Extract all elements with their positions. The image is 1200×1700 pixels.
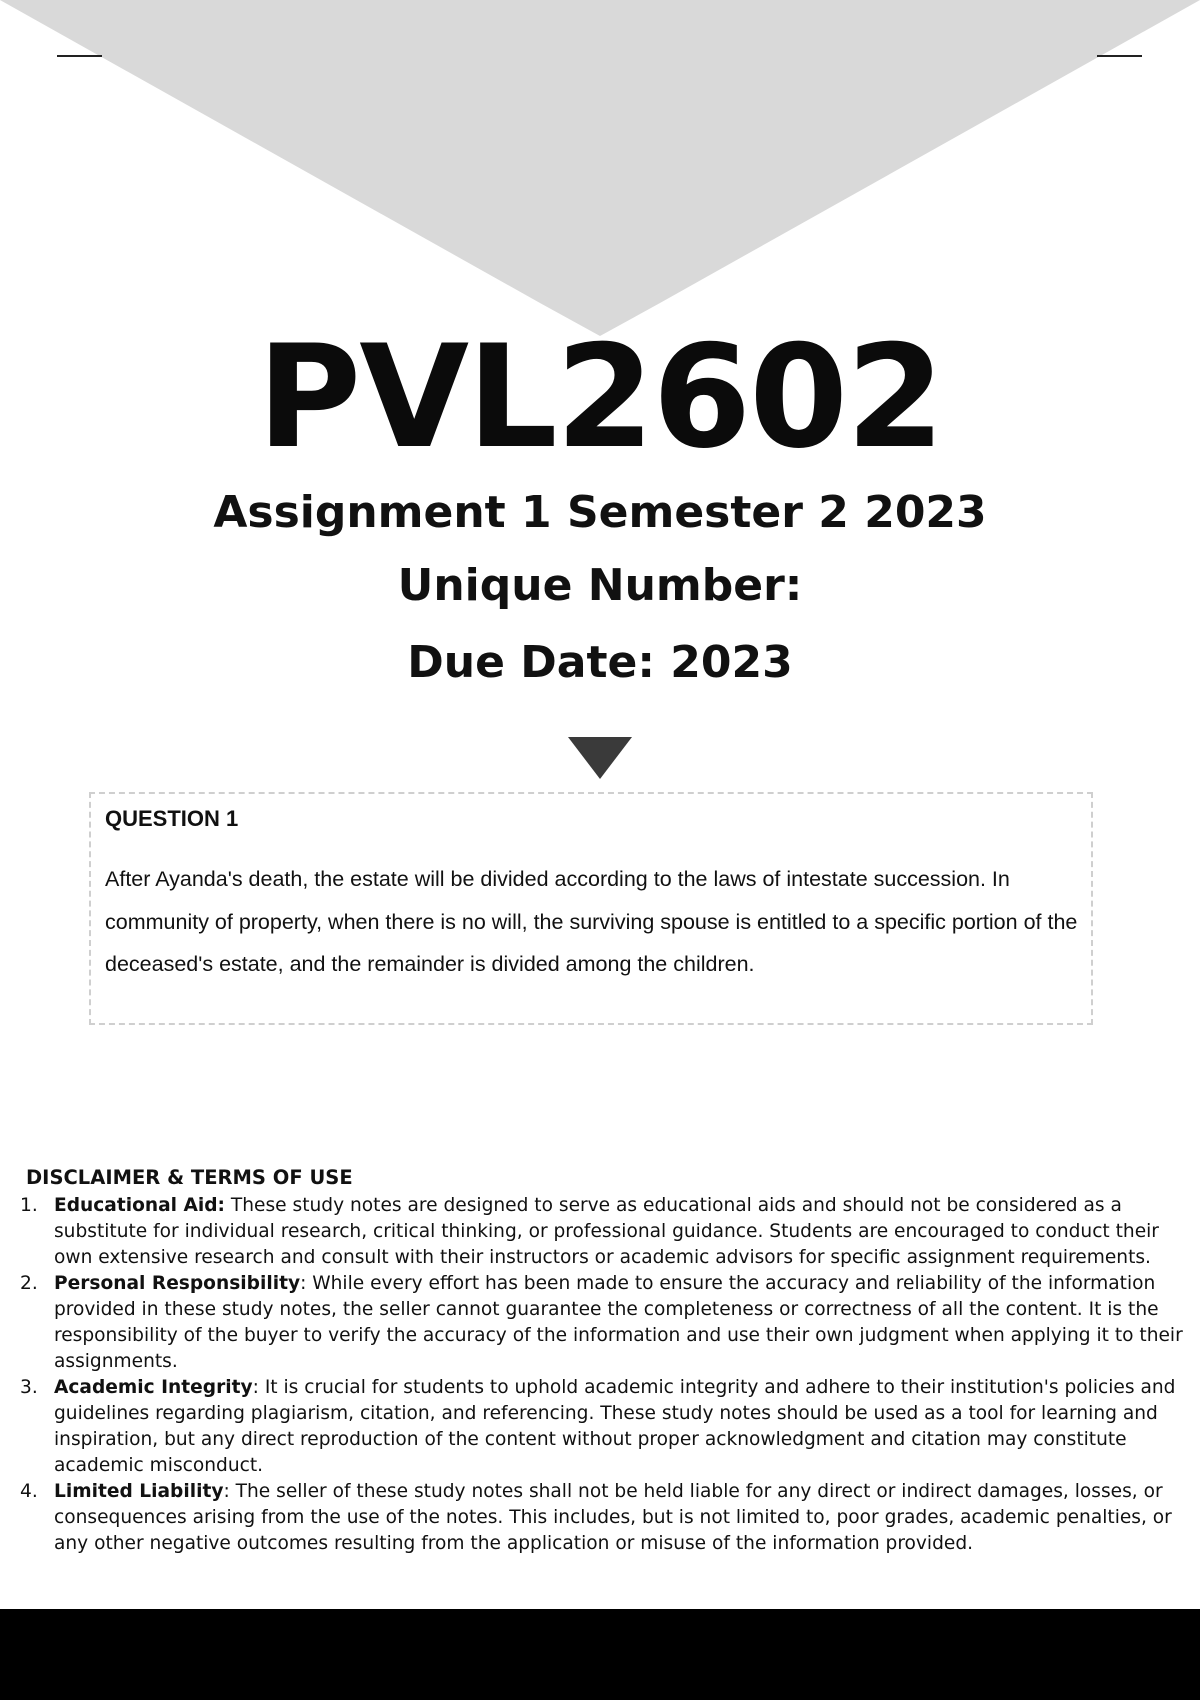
disclaimer-item-term: Educational Aid:: [54, 1195, 225, 1216]
disclaimer-item-number: 3.: [20, 1377, 38, 1398]
question-answer-text: After Ayanda's death, the estate will be divided according to the laws of intestate succession. In community of property, when there is no will, the surviving spouse is entitled to a specific portion of the deceased's estate, and the remainder is divided among the children.: [105, 867, 1078, 976]
disclaimer-item-term: Limited Liability: [54, 1481, 224, 1502]
corner-rule-left: [57, 55, 102, 57]
bottom-black-bar: [0, 1609, 1200, 1700]
decorative-chevron: [0, 0, 1200, 340]
corner-rule-right: [1097, 55, 1142, 57]
disclaimer-item-term: Personal Responsibility: [54, 1273, 301, 1294]
assignment-subtitle: Assignment 1 Semester 2 2023: [213, 487, 987, 538]
disclaimer-item-text: : While every effort has been made to ensure the accuracy and reliability of the information provided in these study notes, the seller cannot guarantee the completeness or correctness of all the content. It is the responsibility of the buyer to verify the accuracy of the information and use their own judgment when applying it to their assignments.: [54, 1273, 1183, 1372]
disclaimer-item: [20, 1375, 1186, 1479]
disclaimer-item-number: 1.: [20, 1195, 38, 1216]
unique-number-label: Unique Number:: [397, 560, 803, 611]
disclaimer-item: [20, 1193, 1186, 1271]
disclaimer-item: [20, 1479, 1186, 1557]
disclaimer-list: [20, 1193, 1186, 1557]
chevron-shape: [0, 0, 1200, 336]
triangle-down-icon: [568, 737, 632, 779]
question-box: [89, 792, 1093, 1025]
course-code-title: PVL2602: [257, 315, 943, 480]
disclaimer-item-number: 2.: [20, 1273, 38, 1294]
disclaimer-item: [20, 1271, 1186, 1375]
disclaimer-section: [20, 1165, 1186, 1557]
disclaimer-item-text: : It is crucial for students to uphold academic integrity and adhere to their institution's policies and guidelines regarding plagiarism, citation, and referencing. These study notes should be used as a tool for learning and inspiration, but any direct reproduction of the content without proper acknowledgment and citation may constitute academic misconduct.: [54, 1377, 1176, 1476]
disclaimer-title: DISCLAIMER & TERMS OF USE: [26, 1166, 353, 1189]
disclaimer-item-text: : The seller of these study notes shall not be held liable for any direct or indirect damages, losses, or consequences arising from the use of the notes. This includes, but is not limited to, poor grades, academic penalties, or any other negative outcomes resulting from the application or misuse of the information provided.: [54, 1481, 1172, 1554]
disclaimer-item-term: Academic Integrity: [54, 1377, 253, 1398]
question-title: QUESTION 1: [105, 806, 239, 831]
due-date-label: Due Date: 2023: [407, 637, 793, 688]
disclaimer-item-text: These study notes are designed to serve as educational aids and should not be considered as a substitute for individual research, critical thinking, or professional guidance. Students are encouraged to conduct their own extensive research and consult with their instructors or academic advisors for specific assignment requirements.: [54, 1195, 1159, 1268]
disclaimer-item-number: 4.: [20, 1481, 38, 1502]
